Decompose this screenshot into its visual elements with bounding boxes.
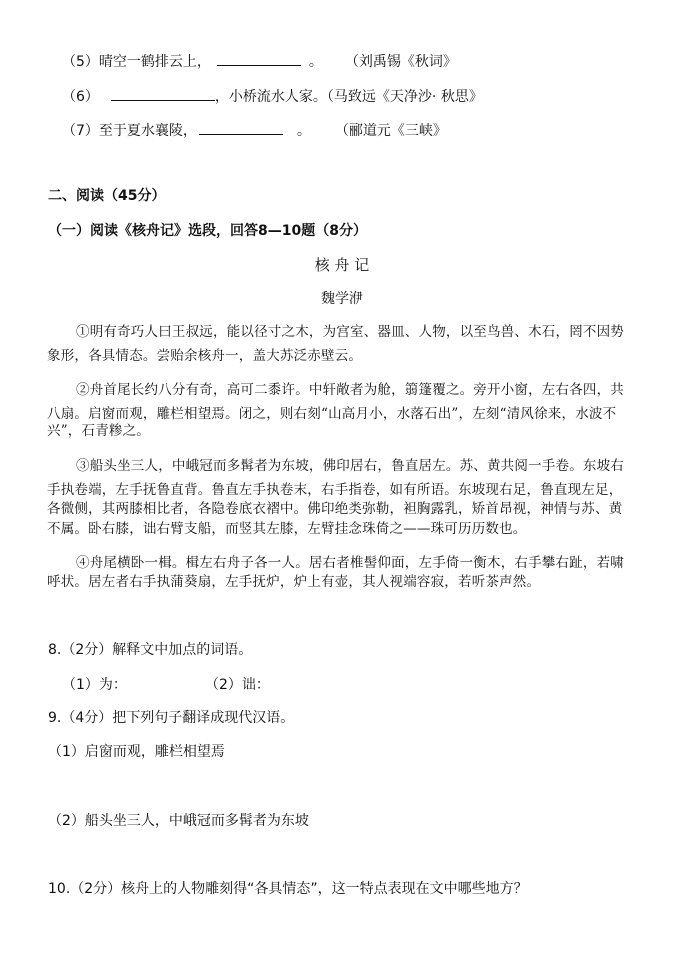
question-8-part-1: （1）为： [62, 677, 127, 693]
passage-line: ③船头坐三人，中峨冠而多髯者为东坡，佛印居右，鲁直居左。苏、黄共阅一手卷。东坡右 [76, 458, 624, 474]
fill-in-suffix: 。 [296, 123, 311, 139]
passage-line: 各微侧，其两膝相比者，各隐卷底衣褶中。佛印绝类弥勒，袒胸露乳，矫首昂视，神情与苏、黄 [47, 501, 623, 517]
passage-line: 象形，各具情态。尝贻余核舟一，盖大苏泛赤壁云。 [47, 348, 363, 364]
fill-in-prefix: （5）晴空一鹤排云上， [62, 54, 211, 70]
fill-in-source: （马致远《天净沙· 秋思》 [326, 89, 483, 105]
fill-in-prefix: （6） [62, 89, 99, 105]
fill-in-suffix: ，小桥流水人家。 [214, 89, 327, 105]
passage-line: ②舟首尾长约八分有奇，高可二黍许。中轩敞者为舱，篛篷覆之。旁开小窗，左右各四，共 [76, 382, 624, 398]
question-10: 10.（2分）核舟上的人物雕刻得“各具情态”，这一特点表现在文中哪些地方？ [48, 881, 528, 897]
fill-in-suffix: 。 [308, 54, 323, 70]
passage-line: 呼状。居左者右手执蒲葵扇，左手抚炉，炉上有壶，其人视端容寂，若听茶声然。 [47, 574, 541, 590]
question-9-part-2: （2）船头坐三人，中峨冠而多髯者为东坡 [48, 813, 309, 829]
section-heading: 二、阅读（45分） [48, 188, 166, 204]
fill-in-prefix: （7）至于夏水襄陵， [62, 123, 197, 139]
answer-blank[interactable] [199, 120, 283, 135]
fill-in-item-7 [62, 120, 447, 140]
passage-author: 魏学洢 [321, 291, 363, 307]
answer-blank[interactable] [217, 51, 301, 66]
fill-in-item-5 [62, 51, 457, 71]
question-8: 8.（2分）解释文中加点的词语。 [48, 642, 253, 658]
passage-line: 兴”，石青糁之。 [47, 423, 151, 439]
fill-in-source: （郦道元《三峡》 [334, 123, 447, 139]
passage-line: 八扇。启窗而观，雕栏相望焉。闭之，则右刻“山高月小，水落石出”，左刻“清风徐来，水波不 [47, 406, 617, 422]
passage-line: 不属。卧右膝，诎右臂支船，而竖其左膝，左臂挂念珠倚之——珠可历历数也。 [47, 521, 527, 537]
question-9: 9.（4分）把下列句子翻译成现代汉语。 [48, 710, 295, 726]
subsection-heading: （一）阅读《核舟记》选段，回答8—10题（8分） [48, 223, 367, 239]
passage-line: ①明有奇巧人曰王叔远，能以径寸之木，为宫室、器皿、人物，以至鸟兽、木石，罔不因势 [76, 324, 624, 340]
passage-line: ④舟尾横卧一楫。楫左右舟子各一人。居右者椎髻仰面，左手倚一衡木，右手攀右趾，若啸 [76, 555, 624, 571]
fill-in-source: （刘禹锡《秋词》 [344, 54, 457, 70]
fill-in-item-6 [62, 86, 483, 106]
question-8-part-2: （2）诎： [205, 677, 270, 693]
passage-line: 手执卷端，左手抚鲁直背。鲁直左手执卷末，右手指卷，如有所语。东坡现右足，鲁直现左足， [47, 482, 623, 498]
answer-blank[interactable] [111, 86, 215, 101]
passage-title: 核 舟 记 [314, 256, 370, 274]
question-9-part-1: （1）启窗而观，雕栏相望焉 [48, 744, 225, 760]
